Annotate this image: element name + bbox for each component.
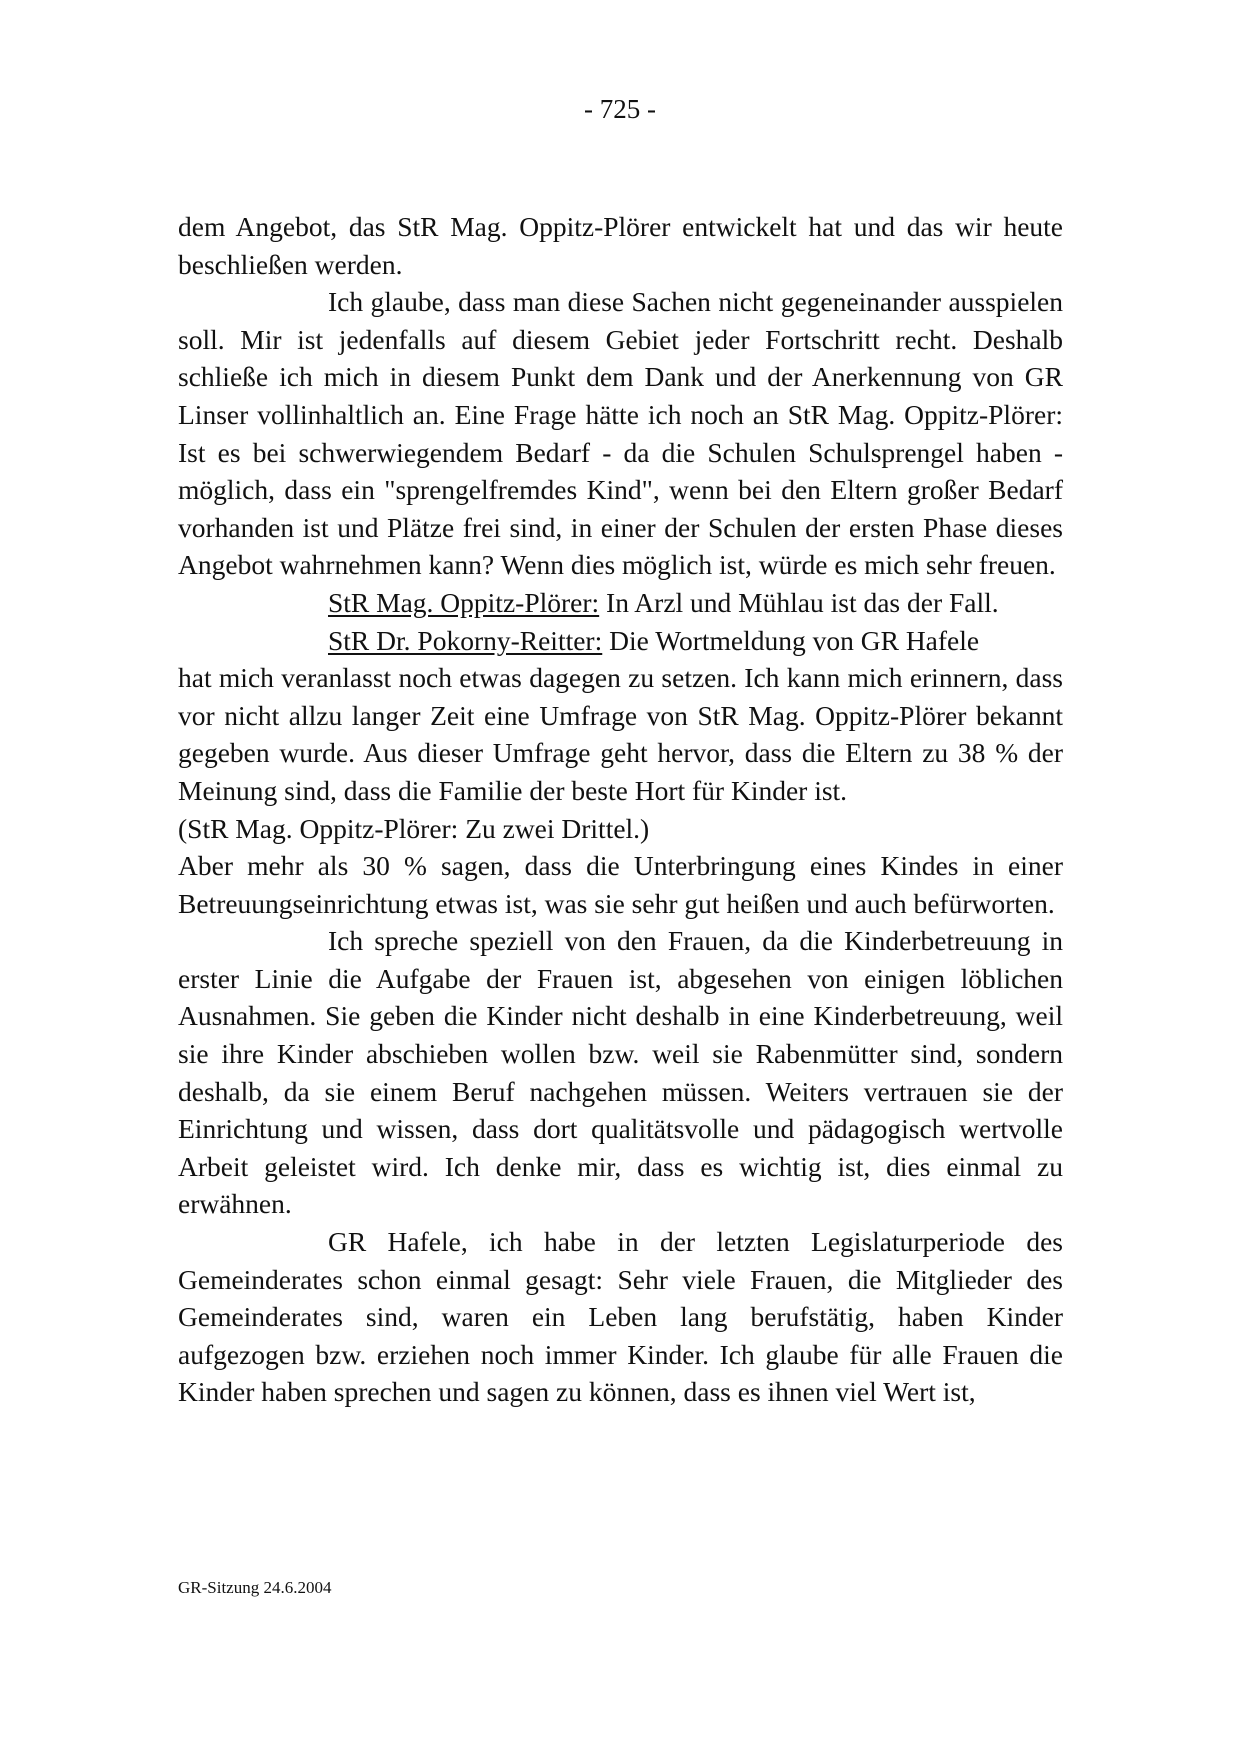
paragraph-6: Ich spreche speziell von den Frauen, da die Kinderbetreuung in erster Linie die Aufgabe der Frauen ist, abgesehen von einigen löblichen Ausnahmen. Sie geben die Kinder nicht deshalb in eine Kinderbetreuung, weil sie ihre Kinder abschieben wollen bzw. weil sie Rabenmütter sind, sondern deshalb, da sie einem Beruf nachgehen müssen. Weiters vertrauen sie der Einrichtung und wissen, dass dort qualitätsvolle und pädagogisch wertvolle Arbeit geleistet wird. Ich denke mir, dass es wichtig ist, dies einmal zu erwähnen. xyxy=(178,925,1063,1220)
speaker-name: StR Mag. Oppitz-Plörer: xyxy=(328,586,600,618)
speaker-line-pokorny xyxy=(178,622,1063,660)
paragraph-7: GR Hafele, ich habe in der letzten Legislaturperiode des Gemeinderates schon einmal gesagt: Sehr viele Frauen, die Mitglieder des Gemeinderates sind, waren ein Leben lang berufstätig, haben Kinder aufgezogen bzw. erziehen noch immer Kinder. Ich glaube für alle Frauen die Kinder haben sprechen und sagen zu können, dass es ihnen viel Wert ist, xyxy=(178,1226,1063,1408)
speaker-name: StR Dr. Pokorny-Reitter: xyxy=(328,624,603,656)
paragraph-2: Ich glaube, dass man diese Sachen nicht gegeneinander ausspielen soll. Mir ist jedenfalls auf diesem Gebiet jeder Fortschritt recht. Deshalb schließe ich mich in diesem Punkt dem Dank und der Anerkennung von GR Linser vollinhaltlich an. Eine Frage hätte ich noch an StR Mag. Oppitz-Plörer: Ist es bei schwerwiegendem Bedarf - da die Schulen Schulsprengel haben - möglich, dass ein "sprengelfremdes Kind", wenn bei den Eltern großer Bedarf vorhanden ist und Plätze frei sind, in einer der Schulen der ersten Phase dieses Angebot wahrnehmen kann? Wenn dies möglich ist, würde es mich sehr freuen. xyxy=(178,286,1063,581)
interjection: (StR Mag. Oppitz-Plörer: Zu zwei Drittel.) xyxy=(178,812,650,844)
body-text xyxy=(178,208,1063,1411)
speaker-statement: In Arzl und Mühlau ist das der Fall. xyxy=(599,586,999,618)
paragraph-1: dem Angebot, das StR Mag. Oppitz-Plörer entwickelt hat und das wir heute beschließen werden. xyxy=(178,211,1063,280)
speaker-statement: Die Wortmeldung von GR Hafele xyxy=(602,624,980,656)
footer-session-date: GR-Sitzung 24.6.2004 xyxy=(178,1578,332,1597)
paragraph-4-continued: hat mich veranlasst noch etwas dagegen zu setzen. Ich kann mich erinnern, dass vor nicht allzu langer Zeit eine Umfrage von StR Mag. Oppitz-Plörer bekannt gegeben wurde. Aus dieser Umfrage geht hervor, dass die Eltern zu 38 % der Meinung sind, dass die Familie der beste Hort für Kinder ist. xyxy=(178,662,1063,806)
paragraph-5: Aber mehr als 30 % sagen, dass die Unterbringung eines Kindes in einer Betreuungseinrichtung etwas ist, was sie sehr gut heißen und auch befürworten. xyxy=(178,850,1063,919)
page-number: - 725 - xyxy=(584,94,656,124)
speaker-line-oppitz xyxy=(178,584,1063,622)
